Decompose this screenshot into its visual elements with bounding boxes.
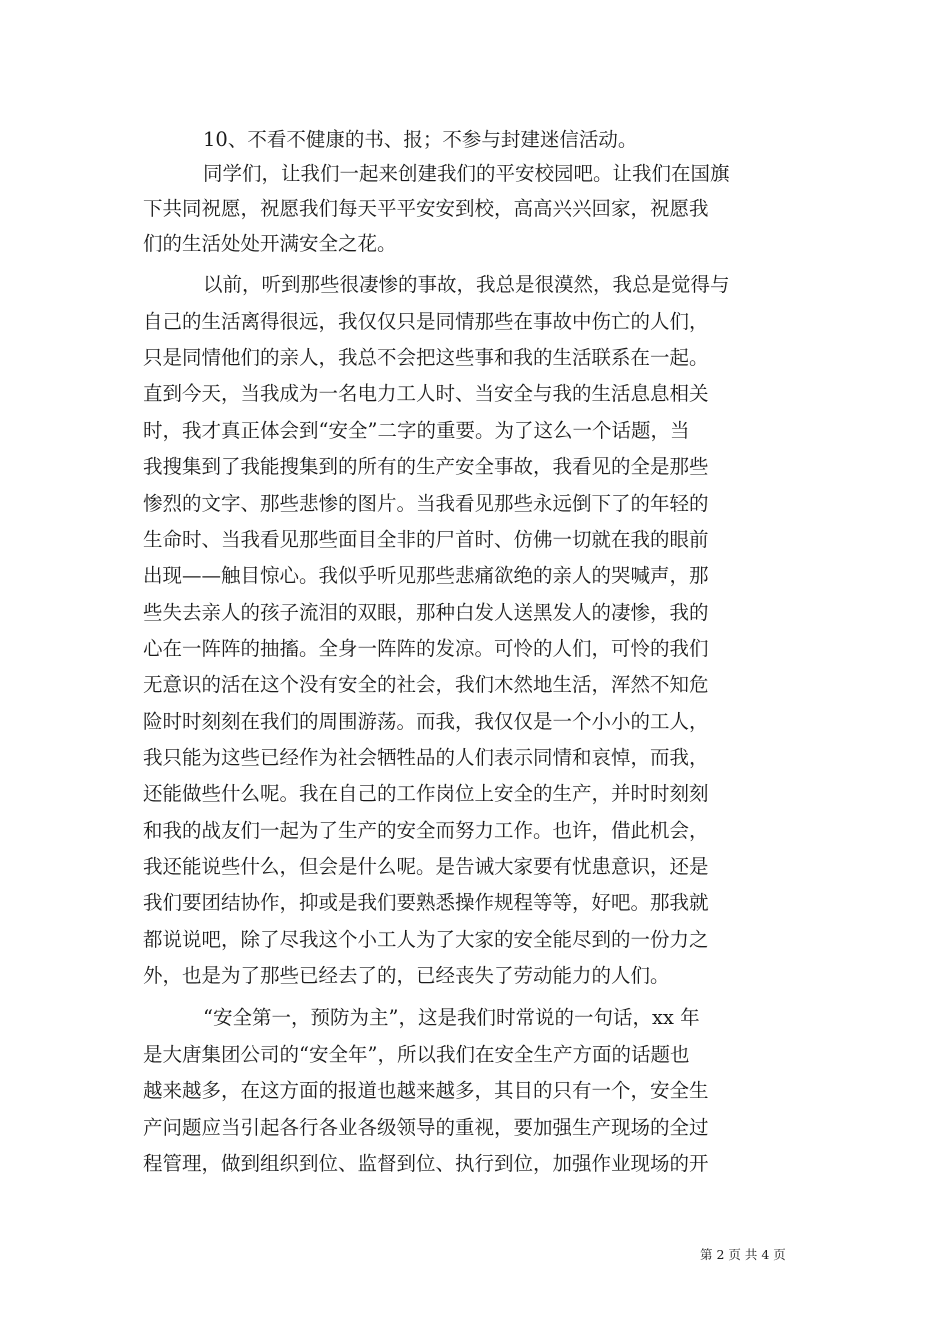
text-line: 我们要团结协作，抑或是我们要熟悉操作规程等等，好吧。那我就 <box>143 891 709 914</box>
text-line: 些失去亲人的孩子流泪的双眼，那种白发人送黑发人的凄惨，我的 <box>143 601 709 624</box>
text-line: 都说说吧，除了尽我这个小工人为了大家的安全能尽到的一份力之 <box>143 928 709 951</box>
text-line: 我搜集到了我能搜集到的所有的生产安全事故，我看见的全是那些 <box>143 455 709 478</box>
text-line: 直到今天，当我成为一名电力工人时、当安全与我的生活息息相关 <box>143 382 709 405</box>
text-line: 以前，听到那些很凄惨的事故，我总是很漠然，我总是觉得与 <box>203 273 730 296</box>
text-line: 产问题应当引起各行各业各级领导的重视，要加强生产现场的全过 <box>143 1116 709 1139</box>
text-line: 同学们，让我们一起来创建我们的平安校园吧。让我们在国旗 <box>203 162 730 185</box>
text-line: 外，也是为了那些已经去了的，已经丧失了劳动能力的人们。 <box>143 964 670 987</box>
text-line: 惨烈的文字、那些悲惨的图片。当我看见那些永远倒下了的年轻的 <box>143 492 709 515</box>
text-line: 只是同情他们的亲人，我总不会把这些事和我的生活联系在一起。 <box>143 346 709 369</box>
text-line: 还能做些什么呢。我在自己的工作岗位上安全的生产，并时时刻刻 <box>143 782 709 805</box>
text-line: 险时时刻刻在我们的周围游荡。而我，我仅仅是一个小小的工人， <box>143 710 709 733</box>
text-line: 是大唐集团公司的“安全年”，所以我们在安全生产方面的话题也 <box>143 1043 690 1066</box>
text-line: 和我的战友们一起为了生产的安全而努力工作。也许，借此机会， <box>143 819 709 842</box>
text-line: 无意识的活在这个没有安全的社会，我们木然地生活，浑然不知危 <box>143 673 709 696</box>
text-line: 程管理，做到组织到位、监督到位、执行到位，加强作业现场的开 <box>143 1152 709 1175</box>
text-line: 时，我才真正体会到“安全”二字的重要。为了这么一个话题，当 <box>143 419 690 442</box>
page-number: 第 2 页 共 4 页 <box>700 1247 786 1262</box>
text-line: 自己的生活离得很远，我仅仅只是同情那些在事故中伤亡的人们， <box>143 310 709 333</box>
text-line: 下共同祝愿，祝愿我们每天平平安安到校，高高兴兴回家，祝愿我 <box>143 197 709 220</box>
text-line: 10、不看不健康的书、报；不参与封建迷信活动。 <box>203 128 638 151</box>
text-line: 生命时、当我看见那些面目全非的尸首时、仿佛一切就在我的眼前 <box>143 528 709 551</box>
text-line: “安全第一，预防为主”，这是我们时常说的一句话，xx 年 <box>203 1006 700 1029</box>
text-line: 心在一阵阵的抽搐。全身一阵阵的发凉。可怜的人们，可怜的我们 <box>143 637 709 660</box>
text-line: 出现——触目惊心。我似乎听见那些悲痛欲绝的亲人的哭喊声，那 <box>143 564 709 587</box>
text-line: 我只能为这些已经作为社会牺牲品的人们表示同情和哀悼，而我， <box>143 746 709 769</box>
text-line: 们的生活处处开满安全之花。 <box>143 232 397 255</box>
text-line: 我还能说些什么，但会是什么呢。是告诫大家要有忧患意识，还是 <box>143 855 709 878</box>
text-line: 越来越多，在这方面的报道也越来越多，其目的只有一个，安全生 <box>143 1079 709 1102</box>
